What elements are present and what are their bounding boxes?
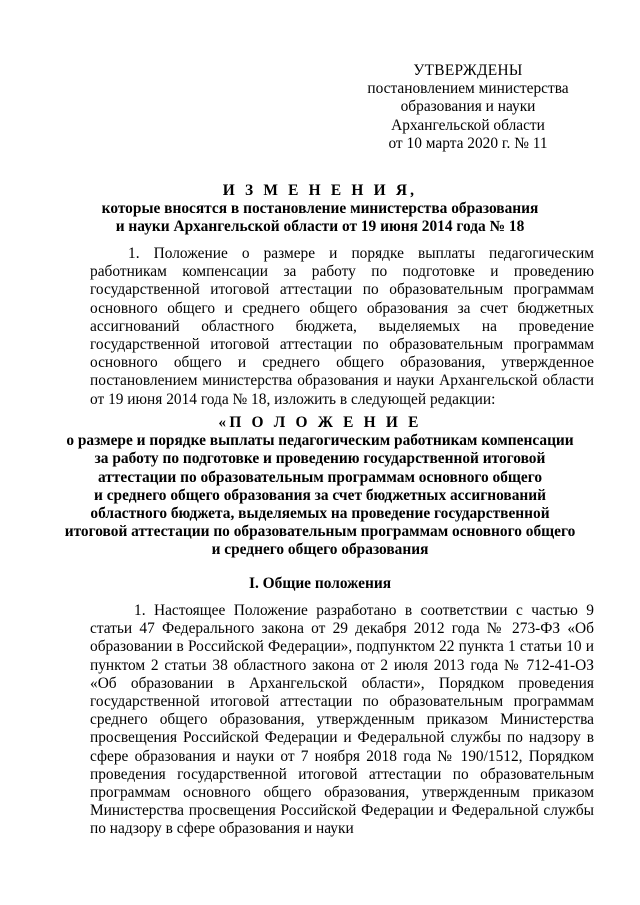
section-body xyxy=(90,602,594,839)
amendment-paragraph: 1. Положение о размере и порядке выплаты педагогическим работникам компенсации за работу по подготовке и проведению государственной итоговой аттестации по образовательным программам основного общего и среднего общего образования за счет бюджетных ассигнований областного бюджета, выделяемых на проведение государственной итоговой аттестации по образовательным программам основного общего и среднего общего образования, утвержденное постановлением министерства образования и науки Архангельской области от 19 июня 2014 года № 18, изложить в следующей редакции: xyxy=(90,245,594,408)
amendment-body xyxy=(90,245,594,409)
regulation-title-line: за работу по подготовке и проведению государственной итоговой xyxy=(94,450,546,468)
section-paragraph: 1. Настоящее Положение разработано в соответствии с частью 9 статьи 47 Федерального закона от 29 декабря 2012 года № 273-ФЗ «Об образовании в Российской Федерации», подпунктом 22 пункта 1 статьи 10 и пунктом 2 статьи 38 областного закона от 2 июля 2013 года № 712-41-ОЗ «Об образовании в Архангельской области», Порядком проведения государственной итоговой аттестации по образовательным программам среднего общего образования, утвержденным приказом Министерства просвещения Российской Федерации и Федеральной службы по надзору в сфере образования и науки от 7 ноября 2018 года № 190/1512, Порядком проведения государственной итоговой аттестации по образовательным программам основного общего образования, утвержденным приказом Министерства просвещения Российской Федерации и Федеральной службы по надзору в сфере образования и науки xyxy=(90,602,594,838)
regulation-title-line: аттестации по образовательным программам основного общего xyxy=(97,468,543,486)
regulation-heading: «П О Л О Ж Е Н И Е xyxy=(218,414,422,431)
approval-stamp xyxy=(353,62,583,153)
changes-heading: И З М Е Н Е Н И Я, xyxy=(222,182,418,199)
regulation-title-line: и среднего общего образования за счет бюджетных ассигнований xyxy=(93,486,546,504)
approval-line: образования и науки xyxy=(400,98,536,116)
changes-subtitle-line: которые вносятся в постановление министерства образования xyxy=(101,200,539,218)
regulation-title-line: о размере и порядке выплаты педагогическим работникам компенсации xyxy=(66,432,574,450)
changes-subtitle-line: и науки Архангельской области от 19 июня 2014 года № 18 xyxy=(115,218,525,236)
section-title: I. Общие положения xyxy=(248,575,392,592)
approval-title: УТВЕРЖДЕНЫ xyxy=(413,62,523,79)
regulation-title-line: итоговой аттестации по образовательным программам основного общего xyxy=(64,523,576,541)
regulation-title-block xyxy=(60,414,580,560)
regulation-title-line: областного бюджета, выделяемых на проведение государственной xyxy=(90,505,550,523)
changes-heading-block xyxy=(95,182,545,237)
approval-line: Архангельской области xyxy=(391,116,545,134)
approval-line: постановлением министерства xyxy=(367,80,569,98)
approval-date: от 10 марта 2020 г. № 11 xyxy=(388,134,548,152)
regulation-title-line: и среднего общего образования xyxy=(211,541,429,559)
